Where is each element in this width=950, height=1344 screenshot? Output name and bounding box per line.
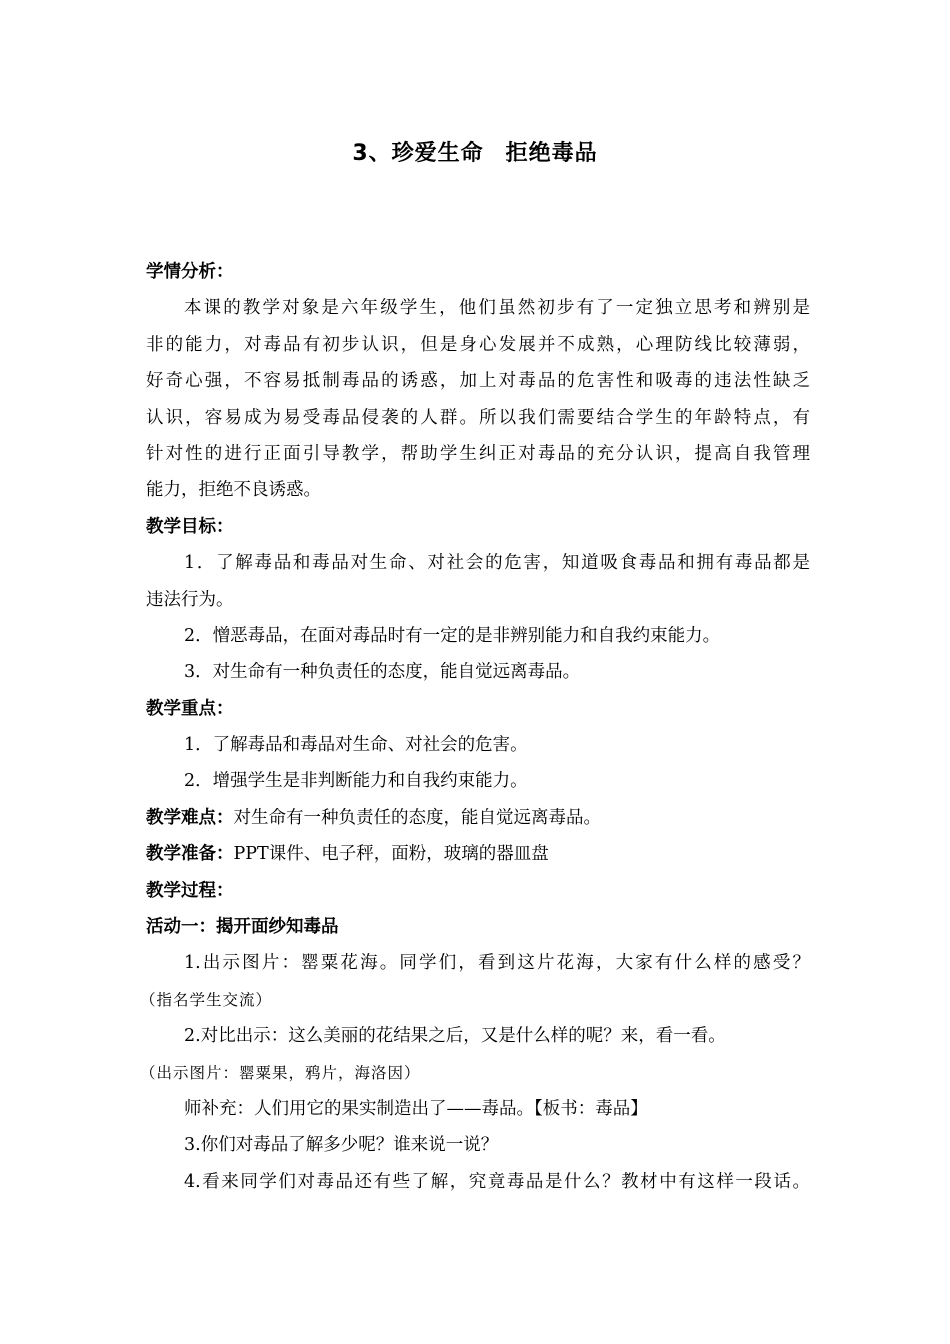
preparation-label: 教学准备： — [146, 844, 234, 865]
goal-2: 2．憎恶毒品，在面对毒品时有一定的是非辨别能力和自我约束能力。 — [184, 625, 721, 646]
difficulty-label: 教学难点： — [146, 807, 234, 828]
document-body — [140, 254, 810, 1200]
preparation-text: PPT课件、电子秤，面粉，玻璃的器皿盘 — [233, 844, 549, 865]
analysis-line: 认识，容易成为易受毒品侵袭的人群。所以我们需要结合学生的年龄特点，有 — [146, 407, 810, 428]
preparation-row — [146, 836, 810, 872]
step-2: 2.对比出示：这么美丽的花结果之后，又是什么样的呢？来，看一看。 — [184, 1026, 726, 1047]
teacher-supplement: 师补充：人们用它的果实制造出了——毒品。【板书：毒品】 — [184, 1098, 648, 1119]
goal-1-line-2: 违法行为。 — [146, 589, 234, 610]
analysis-line: 能力，拒绝不良诱惑。 — [146, 480, 321, 501]
key-point-1: 1．了解毒品和毒品对生命、对社会的危害。 — [184, 735, 528, 756]
analysis-heading: 学情分析： — [146, 262, 234, 282]
step-4: 4.看来同学们对毒品还有些了解，究竟毒品是什么？教材中有这样一段话。 — [184, 1171, 810, 1192]
step-3: 3.你们对毒品了解多少呢？谁来说一说？ — [184, 1135, 499, 1156]
goals-heading: 教学目标： — [146, 516, 234, 537]
analysis-line: 针对性的进行正面引导教学，帮助学生纠正对毒品的充分认识，提高自我管理 — [146, 443, 810, 464]
goal-1-line-1: 1．了解毒品和毒品对生命、对社会的危害，知道吸食毒品和拥有毒品都是 — [184, 553, 810, 574]
title-part-1: 3、珍爱生命 — [352, 141, 484, 166]
process-heading: 教学过程： — [146, 880, 234, 901]
analysis-line: 本课的教学对象是六年级学生，他们虽然初步有了一定独立思考和辨别是 — [184, 298, 810, 319]
difficulty-text: 对生命有一种负责任的态度，能自觉远离毒品。 — [233, 807, 601, 828]
analysis-line: 好奇心强，不容易抵制毒品的诱惑，加上对毒品的危害性和吸毒的违法性缺乏 — [146, 371, 810, 392]
step-1-note: （指名学生交流） — [140, 990, 273, 1009]
title-part-2: 拒绝毒品 — [505, 141, 598, 166]
difficulty-row — [146, 800, 810, 836]
activity-1-heading: 活动一：揭开面纱知毒品 — [146, 917, 339, 938]
analysis-line: 非的能力，对毒品有初步认识，但是身心发展并不成熟，心理防线比较薄弱， — [146, 334, 810, 355]
key-point-2: 2．增强学生是非判断能力和自我约束能力。 — [184, 771, 528, 792]
page-title — [0, 136, 950, 167]
step-1: 1.出示图片：罂粟花海。同学们，看到这片花海，大家有什么样的感受？ — [184, 953, 810, 974]
key-points-heading: 教学重点： — [146, 698, 234, 719]
goal-3: 3．对生命有一种负责任的态度，能自觉远离毒品。 — [184, 662, 581, 683]
step-2-note: （出示图片：罂粟果，鸦片，海洛因） — [140, 1063, 421, 1082]
